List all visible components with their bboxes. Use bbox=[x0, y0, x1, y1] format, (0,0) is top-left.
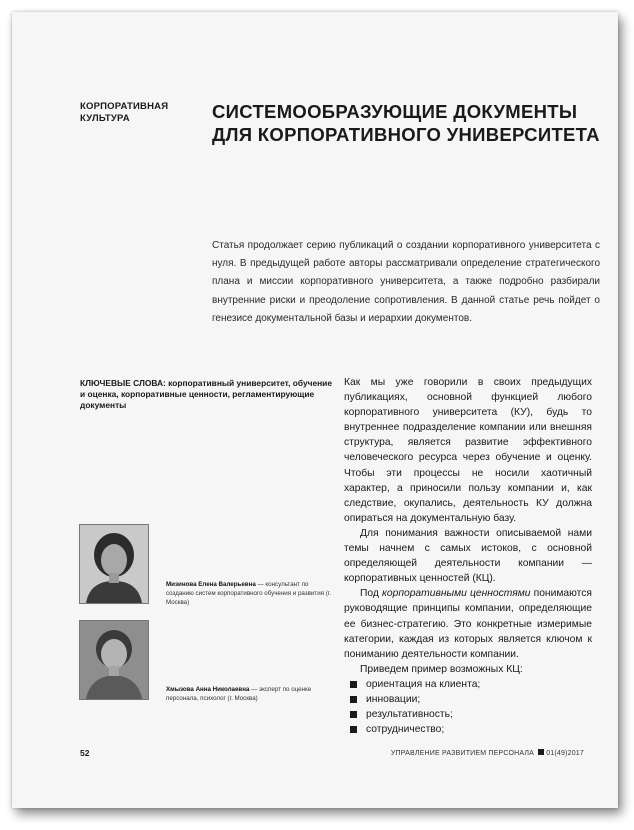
body-paragraph-1: Как мы уже говорили в своих предыдущих публикациях, основной функцией любого корпоративного университета (КУ), будь то внутреннее подразделение компании или внешняя структура, является развитие эффективного человеческого ресурса через обучение и оценку. Чтобы эти процессы не носили хаотичный характер, а приносили пользу компании и, как следствие, окупались, деятельность КУ должна опираться на документальную базу. bbox=[344, 377, 592, 524]
list-item: сотрудничество; bbox=[350, 722, 592, 737]
p3-emphasis: корпоративными ценностями bbox=[382, 588, 531, 600]
author-photo-1 bbox=[79, 524, 149, 604]
page-number: 52 bbox=[80, 748, 90, 758]
magazine-page bbox=[12, 12, 618, 808]
body-paragraph-3 bbox=[344, 586, 592, 661]
author-photo-2 bbox=[79, 620, 149, 700]
body-paragraph-4: Приведем пример возможных КЦ: bbox=[360, 663, 523, 675]
article-title bbox=[212, 100, 602, 146]
rubric-line-1: КОРПОРАТИВНАЯ bbox=[80, 101, 169, 112]
keywords: КЛЮЧЕВЫЕ СЛОВА: корпоративный университет, обучение и оценка, корпоративные ценности, регламентирующие документы bbox=[80, 378, 332, 410]
article-lead: Статья продолжает серию публикаций о создании корпоративного университета с нуля. В предыдущей работе авторы рассматривали определение стратегического плана и миссии корпоративного университета, а также подробно разбирали внутренние риски и преодоление сопротивления. В данной статье речь пойдет о генезисе документальной базы и иерархии документов. bbox=[212, 240, 600, 324]
section-rubric bbox=[80, 101, 168, 125]
title-line-1: СИСТЕМООБРАЗУЮЩИЕ ДОКУМЕНТЫ bbox=[212, 101, 578, 122]
author-caption-2 bbox=[166, 685, 336, 703]
author-name-2: Хмызова Анна Николаевна bbox=[166, 686, 250, 693]
p3-rest: понимаются руководящие принципы компании, определяющие ее бизнес-стратегию. Это конкретные измеримые категории, каждая из которых является ключом к пониманию деятельности компании. bbox=[344, 588, 592, 660]
list-item: результативность; bbox=[350, 707, 592, 722]
author-desc-1: — консультант по созданию систем корпоративного обучения и развития (г. Москва) bbox=[166, 581, 332, 606]
list-item: ориентация на клиента; bbox=[350, 677, 592, 692]
journal-issue: 01(49)2017 bbox=[546, 750, 584, 757]
journal-footer bbox=[391, 749, 584, 757]
values-list bbox=[344, 677, 592, 737]
square-bullet-icon bbox=[538, 749, 544, 755]
body-paragraph-2: Для понимания важности описываемой нами темы начнем с самых истоков, с основной определяющей деятельности компании — корпоративных ценностей (КЦ). bbox=[344, 527, 592, 585]
p3-prefix: Под bbox=[360, 588, 382, 600]
journal-name: УПРАВЛЕНИЕ РАЗВИТИЕМ ПЕРСОНАЛА bbox=[390, 750, 535, 757]
rubric-line-2: КУЛЬТУРА bbox=[80, 113, 130, 124]
article-body bbox=[344, 375, 592, 737]
author-name-1: Мизинова Елена Валерьевна bbox=[166, 581, 256, 588]
list-item: инновации; bbox=[350, 692, 592, 707]
author-caption-1 bbox=[166, 580, 336, 607]
author-desc-2: — эксперт по оценке персонала, психолог (г. Москва) bbox=[166, 686, 312, 702]
title-line-2: ДЛЯ КОРПОРАТИВНОГО УНИВЕРСИТЕТА bbox=[212, 124, 600, 145]
